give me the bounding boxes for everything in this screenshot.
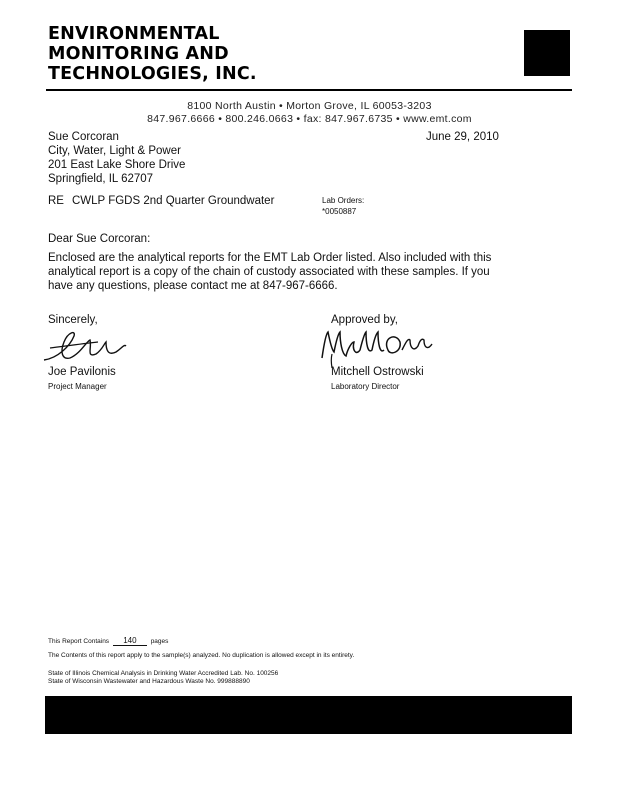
accreditation-wisconsin: State of Wisconsin Wastewater and Hazardous Waste No. 999888890 (48, 678, 250, 685)
signature-mitchell-ostrowski (318, 328, 436, 370)
recipient-street: 201 East Lake Shore Drive (48, 159, 186, 171)
company-name (48, 24, 257, 84)
closing-right-name: Mitchell Ostrowski (331, 366, 424, 378)
re-label: RE (48, 195, 64, 207)
recipient-block (48, 130, 185, 186)
letter-body: Enclosed are the analytical reports for the EMT Lab Order listed. Also included with this analytical report is a copy of the chain of custody associated with these samples. If you have any questions, please contact me at 847-967-6666. (48, 252, 492, 292)
page-count-prefix: This Report Contains (48, 638, 110, 645)
closing-left-name: Joe Pavilonis (48, 366, 116, 378)
signature-joe-pavilonis (40, 328, 130, 366)
letterhead-rule (46, 89, 572, 91)
lab-orders-value: *0050887 (322, 207, 357, 216)
footer-bar (45, 696, 572, 734)
page-count-suffix: pages (150, 638, 169, 645)
company-address: 8100 North Austin • Morton Grove, IL 60053-3203 (187, 100, 432, 112)
footer-disclaimer: The Contents of this report apply to the sample(s) analyzed. No duplication is allowed except in its entirety. (48, 652, 355, 659)
re-subject: CWLP FGDS 2nd Quarter Groundwater (72, 195, 275, 207)
company-name-line-1: ENVIRONMENTAL (48, 24, 220, 44)
page-count-line (48, 637, 168, 646)
closing-left-label: Sincerely, (48, 314, 98, 326)
page-count-value: 140 (113, 637, 147, 646)
salutation: Dear Sue Corcoran: (48, 233, 151, 245)
lab-orders-label: Lab Orders: (322, 196, 365, 205)
letter-date: June 29, 2010 (426, 131, 499, 143)
closing-right-title: Laboratory Director (331, 382, 400, 391)
accreditation-illinois: State of Illinois Chemical Analysis in Drinking Water Accredited Lab. No. 100256 (48, 670, 279, 677)
recipient-name: Sue Corcoran (48, 131, 119, 143)
company-name-line-3: TECHNOLOGIES, INC. (48, 64, 257, 84)
closing-left-title: Project Manager (48, 382, 107, 391)
recipient-organization: City, Water, Light & Power (48, 145, 181, 157)
company-name-line-2: MONITORING AND (48, 44, 229, 64)
closing-right-label: Approved by, (331, 314, 398, 326)
company-logo (524, 30, 570, 76)
company-contacts: 847.967.6666 • 800.246.0663 • fax: 847.967.6735 • www.emt.com (147, 113, 472, 125)
recipient-city: Springfield, IL 62707 (48, 173, 154, 185)
